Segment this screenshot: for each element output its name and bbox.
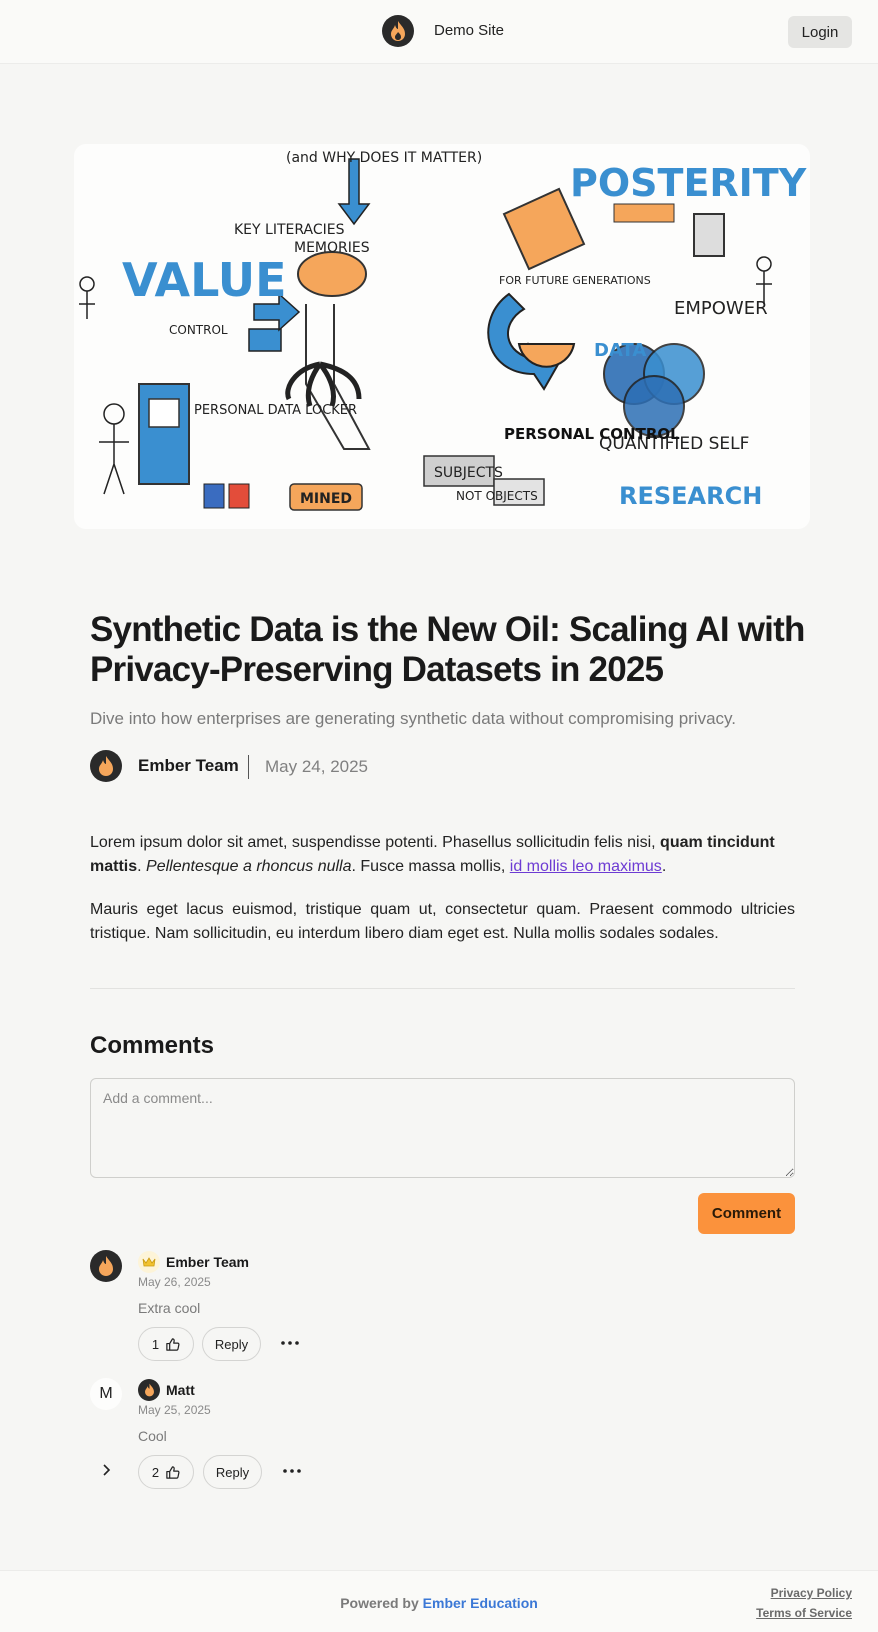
comments-heading: Comments [90, 1032, 215, 1059]
article-link[interactable]: id mollis leo maximus [509, 858, 662, 875]
comment-input[interactable] [90, 1078, 795, 1178]
doodle-personal-control: PERSONAL CONTROL [504, 425, 680, 443]
like-count: 1 [151, 1336, 160, 1352]
doodle-not-objects: NOT OBJECTS [456, 489, 538, 503]
hero-image [74, 144, 810, 529]
flame-icon [96, 1255, 116, 1277]
privacy-policy-link[interactable]: Privacy Policy [770, 1586, 852, 1600]
doodle-future: FOR FUTURE GENERATIONS [499, 274, 651, 287]
comment-text: Cool [138, 1428, 167, 1444]
meta-divider [248, 755, 249, 779]
doodle-value: VALUE [122, 253, 287, 307]
comment-avatar[interactable] [90, 1250, 122, 1282]
comment-author[interactable]: Matt [166, 1382, 195, 1398]
italic-text: Pellentesque a rhoncus nulla [146, 858, 352, 875]
like-button[interactable] [138, 1327, 194, 1361]
article-title: Synthetic Data is the New Oil: Scaling AI with Privacy-Preserving Datasets in 2025 [90, 610, 805, 689]
login-button[interactable]: Login [788, 16, 852, 48]
author-avatar[interactable] [90, 750, 122, 782]
bold-text: quam tincidunt mattis [90, 834, 775, 875]
thumbs-up-icon [165, 1337, 180, 1352]
comment-date: May 26, 2025 [138, 1275, 211, 1289]
article-paragraph-1: Lorem ipsum dolor sit amet, suspendisse potenti. Phasellus sollicitudin felis nisi, quam tincidunt mattis. Pellentesque a rhoncus nulla. Fusce massa mollis, id mollis leo maximus. [90, 834, 775, 875]
author-name[interactable]: Ember Team [138, 756, 239, 775]
more-options-icon[interactable] [278, 1331, 302, 1355]
site-header [0, 0, 878, 64]
reply-button[interactable]: Reply [202, 1327, 261, 1361]
doodle-research: RESEARCH [619, 482, 763, 510]
post-date: May 24, 2025 [265, 757, 369, 776]
doodle-key-literacies: KEY LITERACIES [234, 222, 345, 238]
like-count: 2 [151, 1464, 160, 1480]
article-subtitle: Dive into how enterprises are generating synthetic data without compromising privacy. [90, 709, 736, 728]
doodle-data: DATA [594, 340, 647, 361]
terms-of-service-link[interactable]: Terms of Service [756, 1606, 852, 1620]
article-paragraph-2: Mauris eget lacus euismod, tristique quam ut, consectetur quam. Praesent commodo ultricies tristique. Nam sollicitudin, eu interdum libero diam eget est. Nulla mollis sodales sodales. [90, 901, 795, 942]
brand-link[interactable]: Ember Education [422, 1595, 538, 1611]
expand-replies-icon[interactable] [96, 1460, 116, 1480]
comment-avatar[interactable]: M [90, 1378, 122, 1410]
doodle-why: (and WHY DOES IT MATTER) [286, 150, 483, 166]
site-name[interactable]: Demo Site [434, 22, 505, 39]
comment-text: Extra cool [138, 1300, 201, 1316]
section-divider [90, 988, 795, 989]
ember-badge [138, 1379, 160, 1401]
flame-icon [96, 755, 116, 777]
powered-by: Powered by Ember Education [340, 1595, 538, 1611]
like-button[interactable] [138, 1455, 194, 1489]
doodle-quantified-self: QUANTIFIED SELF [599, 434, 750, 454]
site-logo[interactable] [382, 15, 414, 47]
flame-icon [388, 20, 408, 42]
doodle-memories: MEMORIES [294, 240, 370, 256]
doodle-posterity: POSTERITY [570, 161, 807, 205]
doodle-personal-data: PERSONAL DATA LOCKER [194, 403, 358, 418]
comment-submit-button[interactable]: Comment [698, 1193, 795, 1234]
thumbs-up-icon [165, 1465, 180, 1480]
site-footer [0, 1570, 878, 1632]
more-options-icon[interactable] [280, 1459, 304, 1483]
doodle-control: CONTROL [169, 323, 228, 337]
doodle-mined: MINED [300, 491, 353, 507]
reply-button[interactable]: Reply [203, 1455, 262, 1489]
crown-badge [138, 1251, 160, 1273]
doodle-subjects: SUBJECTS [434, 465, 503, 481]
comment-date: May 25, 2025 [138, 1403, 211, 1417]
comment-author[interactable]: Ember Team [166, 1254, 249, 1270]
doodle-empower: EMPOWER [674, 298, 768, 319]
crown-icon [142, 1256, 156, 1268]
flame-icon [143, 1383, 156, 1397]
